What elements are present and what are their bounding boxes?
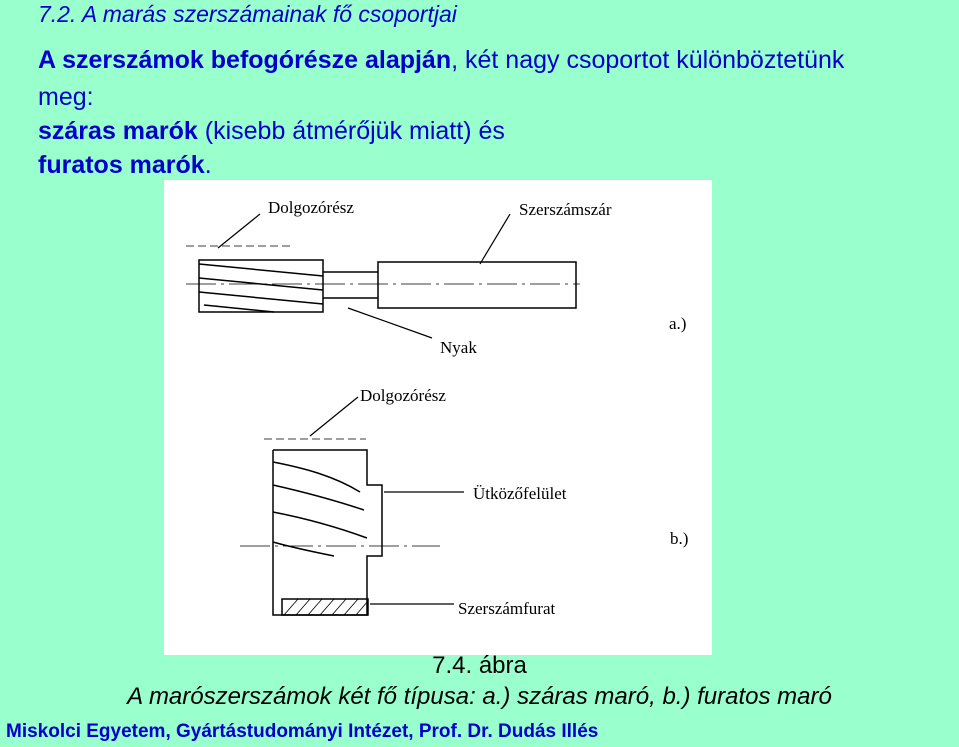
body-line-3-bold: száras marók — [38, 117, 198, 145]
shank-cutter-drawing — [186, 214, 580, 338]
a-label-neck: Nyak — [440, 338, 477, 357]
figure-caption: A marószerszámok két fő típusa: a.) száras maró, b.) furatos maró — [127, 683, 832, 710]
a-label-working: Dolgozórész — [268, 198, 354, 217]
body-line-2: meg: — [38, 83, 94, 111]
a-leader-neck — [348, 308, 432, 338]
b-flute-4 — [273, 542, 334, 556]
body-line-1-bold: A szerszámok befogórésze alapján — [38, 46, 452, 74]
a-tag: a.) — [669, 314, 687, 333]
b-leader-working — [310, 397, 358, 436]
b-flute-2 — [273, 485, 364, 510]
b-flute-3 — [273, 512, 367, 538]
body-line-1-rest: , két nagy csoportot különböztetünk — [451, 46, 845, 74]
figure-number: 7.4. ábra — [432, 652, 527, 679]
milling-tool-figure — [164, 180, 712, 655]
body-line-4-rest: . — [204, 151, 212, 179]
footer: Miskolci Egyetem, Gyártástudományi Intézet, Prof. Dr. Dudás Illés — [6, 721, 599, 742]
body-line-1 — [38, 46, 844, 75]
a-label-shank: Szerszámszár — [519, 200, 612, 219]
slide-title: 7.2. A marás szerszámainak fő csoportjai — [38, 1, 457, 27]
body-line-3-rest: (kisebb átmérőjük miatt) és — [197, 117, 505, 145]
b-body-outline — [273, 450, 382, 615]
b-label-face: Ütközőfelület — [473, 484, 567, 503]
a-working-part — [199, 260, 323, 312]
body-line-4-bold: furatos marók — [38, 151, 205, 179]
a-leader-working — [218, 214, 260, 248]
bore-cutter-drawing — [240, 397, 464, 615]
a-flute-4 — [204, 305, 274, 312]
b-bore — [282, 599, 368, 615]
a-flute-1 — [199, 264, 323, 276]
body-line-4 — [38, 151, 212, 180]
b-tag: b.) — [670, 529, 689, 548]
a-flute-2 — [199, 278, 323, 290]
b-label-working: Dolgozórész — [360, 386, 446, 405]
a-shank — [378, 262, 576, 308]
body-line-3 — [38, 117, 505, 146]
a-leader-shank — [480, 214, 510, 264]
figure-drawing — [164, 180, 712, 655]
a-flute-3 — [199, 292, 323, 304]
b-label-bore: Szerszámfurat — [458, 599, 556, 618]
b-bore-hatch — [284, 599, 368, 615]
